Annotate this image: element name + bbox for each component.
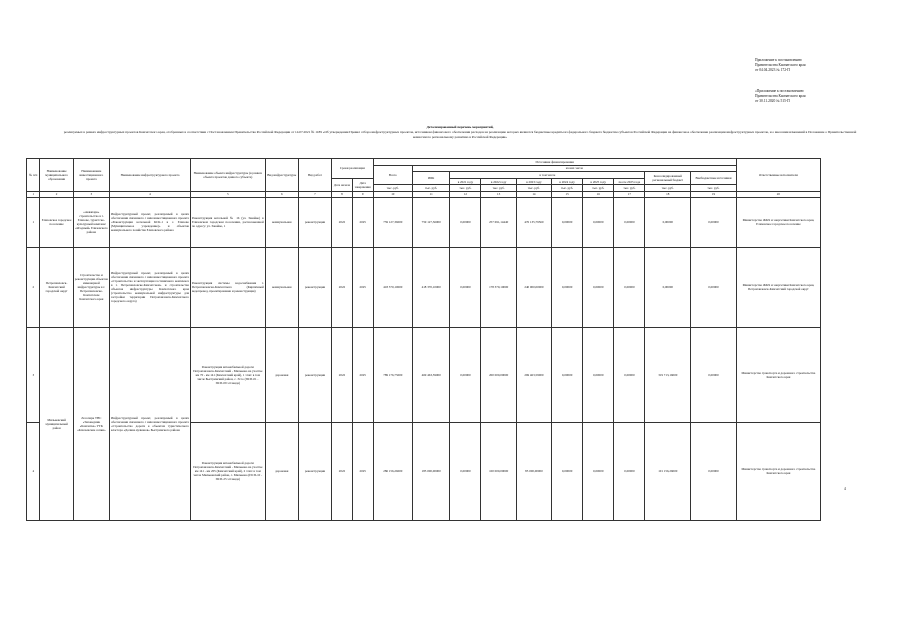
y2022-cell: 178 370,10000 [481, 247, 516, 327]
column-number: 3 [73, 191, 109, 197]
regional-budget-cell: 0,00000 [645, 247, 691, 327]
y2022-cell: 257 691,14440 [481, 197, 516, 247]
document-title: Детализированный перечень мероприятий, [426, 125, 494, 129]
header-cell: Консолидированный региональный бюджет [645, 172, 691, 185]
original-appendix-note [755, 89, 890, 103]
total-cell: 789 176,75000 [373, 327, 412, 422]
responsible-cell: Министерство ЖКХ и энергетики Камчатского края, Петропавловск-Камчатский городской округ [736, 247, 820, 327]
note-line: Правительства Камчатского края [755, 93, 806, 98]
column-number: 20 [736, 191, 820, 197]
column-number: 18 [645, 191, 691, 197]
bk-cell: 185 000,00000 [413, 422, 450, 520]
header-cell: в 2022 году [481, 178, 516, 185]
header-cell: в 2023 году [516, 178, 551, 185]
start-cell: 2022 [332, 247, 353, 327]
y2021-cell: 0,00000 [450, 422, 481, 520]
extra-budget-cell: 0,00000 [691, 197, 737, 247]
header-cell: в 2025 году [583, 178, 614, 185]
column-number: 4 [110, 191, 191, 197]
extra-budget-cell: 0,00000 [691, 247, 737, 327]
column-number: 16 [583, 191, 614, 197]
investment-project-cell: «Аквапарк» строительство в г. Елизове, туристско-культурный комплекс «Ягодный» Елизовского района [73, 197, 109, 247]
work-type-cell: реконструкция [298, 327, 331, 422]
column-number: 13 [481, 191, 516, 197]
infra-type-cell: дорожная [265, 327, 298, 422]
y2022-cell: 100 000,00000 [481, 422, 516, 520]
header-cell: в 2021 году [450, 178, 481, 185]
y2024-cell: 0,00000 [552, 247, 583, 327]
row-number: 4 [27, 422, 40, 520]
header-cell: Дата завершения [352, 178, 373, 191]
document-subtitle: реализуемых в рамках инфраструктурных проектов Камчатского края, отобранных в соответствии с Постановлением Правительства Российской Федерации от 14.07.2021 № 1189 «Об утверждении Правил отбора инфраструктурных проектов, источником финансового обеспечения расходов на реализацию которых являются бюджетные кредиты из федерального бюджета бюджетам субъектов Российской Федерации на финансовое обеспечение реализации инфраструктурных проектов, и о внесении изменений в Положение о Правительственной комиссии по региональному развитию в Российской Федерации» [63, 130, 857, 139]
bk-cell: 759 127,36000 [413, 197, 450, 247]
note-line: «Приложение к постановлению [755, 89, 804, 93]
bk-cell: 418 370,10000 [413, 247, 450, 327]
y2024-cell: 0,00000 [552, 197, 583, 247]
end-cell: 2025 [352, 247, 373, 327]
work-type-cell: реконструкция [298, 422, 331, 520]
column-number: 19 [691, 191, 737, 197]
column-number: 2 [40, 191, 73, 197]
row-number: 3 [27, 327, 40, 422]
regional-budget-cell: 101 156,26000 [645, 422, 691, 520]
y2023-cell: 240 000,00000 [516, 247, 551, 327]
object-cell: Реконструкция системы водоснабжения г. Петропавловска-Камчатского (Кирпичный водопровод, проектирование и реконструкция) [190, 247, 265, 327]
header-cell: после 2025 года [614, 178, 645, 185]
y2024-cell: 0,00000 [552, 422, 583, 520]
infra-type-cell: дорожная [265, 422, 298, 520]
table-row [27, 327, 821, 422]
unit-cell: тыс. руб. [583, 185, 614, 192]
y2022-cell: 200 000,00000 [481, 327, 516, 422]
investment-project-cell: Лесопарк ТНС «Заповедник «Камчатка» УТК «Ключевские сопки» [73, 327, 109, 520]
infra-project-cell: Инфраструктурный проект, реализуемый в целях обеспечения связанного с ним инвестиционного проекта «Реконструкция котельной КСК-1 в с. Елизово (Муниципальное учреждение)» и объектов коммунального хозяйства Елизовского района [110, 197, 191, 247]
after-2025-cell: 0,00000 [614, 247, 645, 327]
table-row [27, 247, 821, 327]
row-number: 2 [27, 247, 40, 327]
unit-cell: тыс. руб. [614, 185, 645, 192]
work-type-cell: реконструкция [298, 247, 331, 327]
end-cell: 2025 [352, 422, 373, 520]
responsible-cell: Министерство транспорта и дорожного строительства Камчатского края [736, 327, 820, 422]
responsible-cell: Министерство ЖКХ и энергетики Камчатского края, Елизовское городское поселение [736, 197, 820, 247]
y2025-cell: 0,00000 [583, 197, 614, 247]
extra-budget-cell: 0,00000 [691, 327, 737, 422]
total-cell: 286 156,26000 [373, 422, 412, 520]
object-cell: Реконструкция автомобильной дороги Петропавловск-Камчатский - Мильково на участке км 70 - км 141 (Камчатский край), 1 этап: в том числе Быстринский район, с. Эссо (ПСП-01 - ПСП-09 эстакада) [190, 327, 265, 422]
header-cell: Наименование инфраструктурного проекта [110, 159, 191, 192]
responsible-cell: Министерство транспорта и дорожного строительства Камчатского края [736, 422, 820, 520]
table-header-row [27, 159, 821, 166]
page-number: 4 [844, 487, 846, 491]
after-2025-cell: 0,00000 [614, 327, 645, 422]
note-line: Приложение к постановлению [755, 58, 802, 62]
y2021-cell: 0,00000 [450, 197, 481, 247]
column-number: 15 [552, 191, 583, 197]
column-number: 5 [190, 191, 265, 197]
header-cell: Наименование объекта инфраструктуры (в рамках объекта проектов данного субъекта) [190, 159, 265, 192]
header-cell: в том числе [450, 172, 645, 179]
column-number: 1 [27, 191, 40, 197]
header-cell: № п/п [27, 159, 40, 192]
header-cell: Сроки реализации [332, 159, 374, 179]
y2023-cell: 85 000,00000 [516, 422, 551, 520]
infra-type-cell: коммунальная [265, 247, 298, 327]
header-cell: ИБК [413, 172, 450, 185]
table-row [27, 197, 821, 247]
y2025-cell: 0,00000 [583, 327, 614, 422]
note-line: от 30.11.2020 № 515-П [755, 98, 790, 103]
header-cell: Вид работ [298, 159, 331, 192]
total-cell: 418 370,10000 [373, 247, 412, 327]
end-cell: 2025 [352, 327, 373, 422]
work-type-cell: реконструкция [298, 197, 331, 247]
unit-cell: тыс. руб. [516, 185, 551, 192]
column-number: 8 [332, 191, 353, 197]
unit-cell: тыс. руб. [481, 185, 516, 192]
infra-project-cell: Инфраструктурный проект, реализуемый в целях обеспечения связанного с ним инвестиционного проекта «Строительство дороги к объектам туристического кластера «Долина вулканов» Быстринского района [110, 327, 191, 520]
investment-project-cell: Строительство и реконструкция объектов инженерной инфраструктуры в г. Петропавловске-Камчатском Камчатского края [73, 247, 109, 327]
header-cell: из них числе [413, 165, 737, 172]
municipality-cell: Мильковский муниципальный район [40, 327, 73, 520]
unit-cell: тыс. руб. [552, 185, 583, 192]
header-cell: Вид инфраструктуры [265, 159, 298, 192]
note-line: от 04.04.2023 № 172-П [755, 67, 790, 72]
total-cell: 759 127,36000 [373, 197, 412, 247]
extra-budget-cell: 0,00000 [691, 422, 737, 520]
header-cell: Наименование инвестиционного проекта [73, 159, 109, 192]
unit-cell: тыс. руб. [691, 185, 737, 192]
header-cell: в 2024 году [552, 178, 583, 185]
end-cell: 2025 [352, 197, 373, 247]
regional-budget-cell: 0,00000 [645, 197, 691, 247]
infra-type-cell: коммунальная [265, 197, 298, 247]
y2023-cell: 269 463,59000 [516, 327, 551, 422]
unit-cell: тыс. руб. [373, 185, 412, 192]
y2021-cell: 0,00000 [450, 327, 481, 422]
after-2025-cell: 0,00000 [614, 197, 645, 247]
start-cell: 2022 [332, 422, 353, 520]
column-number: 10 [373, 191, 412, 197]
row-number: 1 [27, 197, 40, 247]
column-number: 6 [265, 191, 298, 197]
y2025-cell: 0,00000 [583, 247, 614, 327]
municipality-cell: Петропавловск-Камчатский городской округ [40, 247, 73, 327]
approval-note [755, 58, 890, 72]
column-number: 12 [450, 191, 481, 197]
measures-table [26, 158, 821, 521]
header-cell: Внебюджетные источники [691, 172, 737, 185]
column-number: 11 [413, 191, 450, 197]
column-number: 7 [298, 191, 331, 197]
note-line: Правительства Камчатского края [755, 62, 806, 67]
y2023-cell: 476 135,79560 [516, 197, 551, 247]
infra-project-cell: Инфраструктурный проект, реализуемый в целях обеспечения связанного с ним инвестиционного проекта «Строительство и эксплуатация гостиничного комплекса в г. Петропавловске-Камчатском» и строительства объектов инфраструктуры Камчатского края (строительство коммунальной инфраструктуры для застройки территории Петропавловск-Камчатского городского округа) [110, 247, 191, 327]
unit-cell: тыс. руб. [450, 185, 481, 192]
y2025-cell: 0,00000 [583, 422, 614, 520]
header-cell: Дата начала [332, 178, 353, 191]
object-cell: Реконструкция котельной № 16 (ул. Завойко) в Елизовском городском поселении, расположенной по адресу: ул. Завойко, 1 [190, 197, 265, 247]
column-number: 9 [352, 191, 373, 197]
header-cell: Источники финансирования [373, 159, 736, 166]
start-cell: 2022 [332, 327, 353, 422]
header-cell: Наименование муниципального образования [40, 159, 73, 192]
start-cell: 2022 [332, 197, 353, 247]
header-cell: Всего [373, 165, 412, 185]
unit-cell: тыс. руб. [413, 185, 450, 192]
after-2025-cell: 0,00000 [614, 422, 645, 520]
column-number: 14 [516, 191, 551, 197]
column-number: 17 [614, 191, 645, 197]
y2021-cell: 0,00000 [450, 247, 481, 327]
header-cell: Ответственные исполнители [736, 159, 820, 192]
object-cell: Реконструкция автомобильной дороги Петропавловск-Камчатский - Мильково на участке км 141 - км 205 (Камчатский край), 2 этап: в том числе Мильковский район, с. Мильково (ПСП-10 - ПСП-25 эстакада) [190, 422, 265, 520]
unit-cell: тыс. руб. [645, 185, 691, 192]
bk-cell: 469 463,59000 [413, 327, 450, 422]
y2024-cell: 0,00000 [552, 327, 583, 422]
regional-budget-cell: 319 713,16000 [645, 327, 691, 422]
municipality-cell: Елизовское городское поселение [40, 197, 73, 247]
